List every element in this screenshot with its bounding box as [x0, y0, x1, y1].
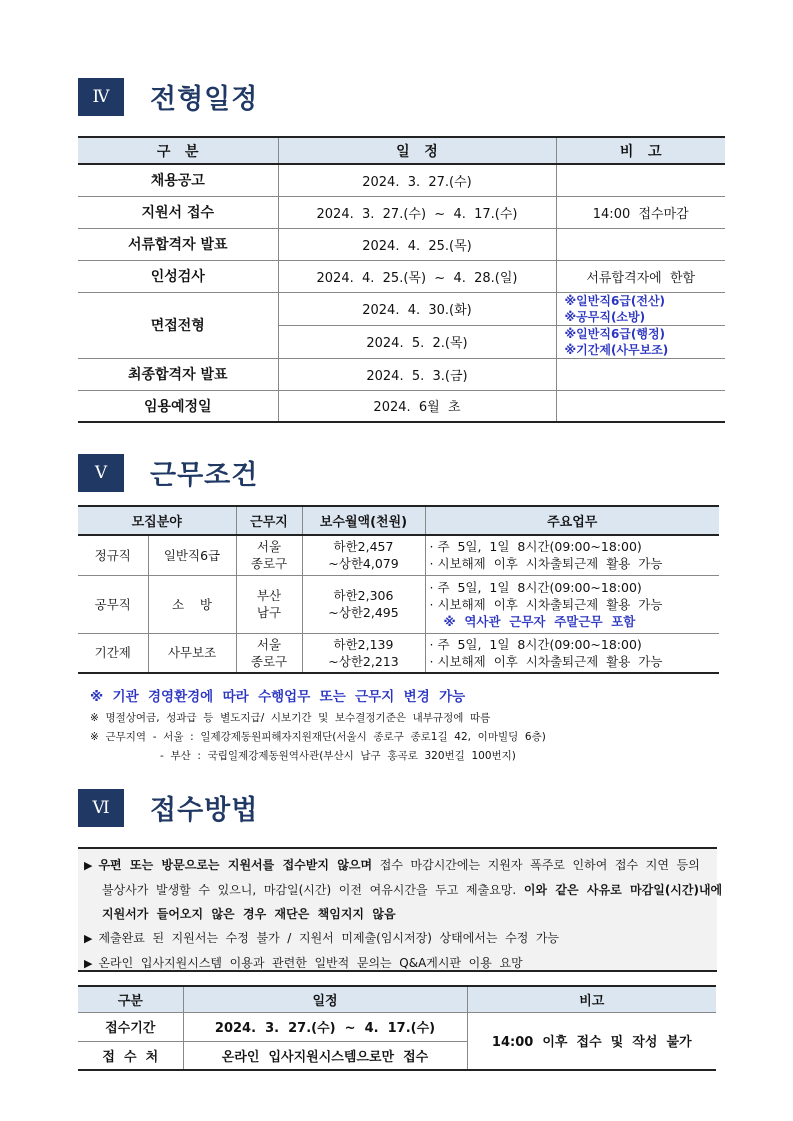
main-duties	[425, 575, 719, 633]
location-line: 종로구	[250, 653, 288, 669]
work-conditions-notes	[90, 685, 546, 766]
location-line: 서울	[256, 539, 282, 555]
arrow-icon: ▶	[84, 957, 93, 970]
stage-label: 서류합격자 발표	[78, 228, 278, 260]
stage-date: 2024. 6월 초	[278, 390, 556, 422]
notice-line	[84, 853, 711, 878]
stage-label: 면접전형	[78, 292, 278, 358]
duty-line: · 시보해제 이후 시차출퇴근제 활용 가능	[429, 653, 663, 669]
employment-type: 공무직	[78, 575, 148, 633]
duty-line: · 주 5일, 1일 8시간(09:00~18:00)	[429, 636, 642, 652]
schedule-table	[78, 136, 725, 423]
job-field: 일반직6급	[148, 535, 236, 575]
arrow-icon: ▶	[84, 859, 93, 872]
duty-line: · 시보해제 이후 시차출퇴근제 활용 가능	[429, 596, 663, 612]
application-notice-box	[78, 847, 723, 972]
stage-note	[556, 164, 725, 196]
stage-date: 2024. 3. 27.(수)	[278, 164, 556, 196]
notice-bold: 이와 같은 사유로 마감일(시간)내에	[523, 883, 723, 897]
stage-date: 2024. 5. 3.(금)	[278, 358, 556, 390]
stage-label: 최종합격자 발표	[78, 358, 278, 390]
column-header: 모집분야	[78, 506, 236, 535]
stage-note: 14:00 접수마감	[556, 196, 725, 228]
table-row	[78, 260, 725, 292]
employment-type: 기간제	[78, 633, 148, 673]
row-label: 접수기간	[78, 1012, 183, 1041]
pay-line: 하한2,457	[333, 539, 394, 555]
column-header: 비고	[467, 986, 716, 1012]
location-line: 부산	[256, 588, 282, 603]
table-row	[78, 358, 725, 390]
work-conditions-table	[78, 505, 719, 674]
pay-line: ~상한2,213	[328, 653, 399, 669]
section-number-badge: Ⅵ	[78, 789, 124, 827]
duty-line: ※ 역사관 근무자 주말근무 포함	[443, 613, 636, 629]
column-header: 일 정	[278, 137, 556, 164]
table-row	[78, 292, 725, 325]
monthly-pay	[302, 633, 425, 673]
note-line: ※ 명절상여금, 성과급 등 별도지급/ 시보기간 및 보수결정기준은 내부규정에 따름	[90, 712, 491, 724]
stage-label: 채용공고	[78, 164, 278, 196]
main-duties	[425, 633, 719, 673]
section-5-header	[78, 453, 258, 492]
notice-line	[84, 878, 723, 902]
stage-note	[556, 325, 725, 358]
table-row	[78, 164, 725, 196]
table-row	[78, 633, 719, 673]
notice-text: 불상사가 발생할 수 있으니, 마감일(시간) 이전 여유시간을 두고 제출요망.	[102, 883, 524, 897]
section-title: 전형일정	[150, 84, 259, 115]
table-row	[78, 1012, 716, 1041]
notice-text: 제출완료 된 지원서는 수정 불가 / 지원서 미제출(임시저장) 상태에서는 수정 가능	[98, 931, 560, 945]
application-method-table	[78, 985, 716, 1071]
job-field: 사무보조	[148, 633, 236, 673]
section-number-badge: Ⅳ	[78, 78, 124, 116]
column-header: 일정	[183, 986, 467, 1012]
employment-type: 정규직	[78, 535, 148, 575]
row-label: 접 수 처	[78, 1041, 183, 1070]
section-title: 근무조건	[150, 460, 259, 491]
stage-label: 지원서 접수	[78, 196, 278, 228]
note-line: ※공무직(소방)	[564, 309, 646, 324]
stage-label: 인성검사	[78, 260, 278, 292]
pay-line: ~상한4,079	[328, 556, 399, 572]
column-header: 구 분	[78, 137, 278, 164]
location-line: 서울	[256, 636, 282, 652]
notice-line	[84, 902, 711, 926]
column-header: 구분	[78, 986, 183, 1012]
note-line: ※일반직6급(전산)	[564, 293, 666, 308]
stage-date: 2024. 4. 25.(목)	[278, 228, 556, 260]
notice-line	[84, 951, 711, 976]
note-line: ※일반직6급(행정)	[564, 326, 666, 341]
table-header-row	[78, 506, 719, 535]
stage-date: 2024. 4. 30.(화)	[278, 292, 556, 325]
note-line: ※기간제(사무보조)	[564, 342, 669, 357]
notice-line	[84, 926, 711, 951]
table-header-row	[78, 137, 725, 164]
stage-note	[556, 292, 725, 325]
section-6-header	[78, 788, 258, 827]
work-location	[236, 535, 302, 575]
table-row	[78, 390, 725, 422]
column-header: 주요업무	[425, 506, 719, 535]
note-line: - 부산 : 국립일제강제동원역사관(부산시 남구 홍곡로 320번길 100번지)	[160, 750, 516, 762]
note-line: ※ 근무지역 - 서울 : 일제강제동원피해자지원재단(서울시 종로구 종로1길 42, 이마빌딩 6층)	[90, 731, 546, 743]
column-header: 비 고	[556, 137, 725, 164]
stage-note	[556, 390, 725, 422]
column-header: 보수월액(천원)	[302, 506, 425, 535]
section-title: 접수방법	[150, 795, 259, 826]
stage-note	[556, 228, 725, 260]
notice-bold: 지원서가 들어오지 않은 경우 재단은 책임지지 않음	[102, 907, 396, 921]
section-4-header	[78, 77, 258, 116]
job-field: 소 방	[148, 575, 236, 633]
main-duties	[425, 535, 719, 575]
work-location	[236, 633, 302, 673]
stage-note	[556, 358, 725, 390]
work-location	[236, 575, 302, 633]
notice-text: 온라인 입사지원시스템 이용과 관련한 일반적 문의는 Q&A게시판 이용 요망	[98, 956, 523, 970]
remark: 14:00 이후 접수 및 작성 불가	[467, 1012, 716, 1070]
monthly-pay	[302, 575, 425, 633]
table-header-row	[78, 986, 716, 1012]
stage-note: 서류합격자에 한함	[556, 260, 725, 292]
pay-line: 하한2,306	[333, 588, 394, 603]
notice-text: 접수 마감시간에는 지원자 폭주로 인하여 접수 지연 등의	[372, 858, 700, 872]
table-row	[78, 575, 719, 633]
row-value: 2024. 3. 27.(수) ~ 4. 17.(수)	[183, 1012, 467, 1041]
stage-label: 임용예정일	[78, 390, 278, 422]
note-main: ※ 기관 경영환경에 따라 수행업무 또는 근무지 변경 가능	[90, 689, 466, 705]
stage-date: 2024. 5. 2.(목)	[278, 325, 556, 358]
location-line: 종로구	[250, 556, 288, 572]
table-row	[78, 196, 725, 228]
stage-date: 2024. 4. 25.(목) ~ 4. 28.(일)	[278, 260, 556, 292]
duty-line: · 주 5일, 1일 8시간(09:00~18:00)	[429, 539, 642, 555]
section-number-badge: Ⅴ	[78, 454, 124, 492]
pay-line: ~상한2,495	[328, 605, 399, 620]
stage-date: 2024. 3. 27.(수) ~ 4. 17.(수)	[278, 196, 556, 228]
arrow-icon: ▶	[84, 932, 93, 945]
table-row	[78, 535, 719, 575]
pay-line: 하한2,139	[333, 636, 394, 652]
duty-line: · 주 5일, 1일 8시간(09:00~18:00)	[429, 579, 642, 595]
row-value: 온라인 입사지원시스템으로만 접수	[183, 1041, 467, 1070]
notice-bold: 우편 또는 방문으로는 지원서를 접수받지 않으며	[98, 858, 373, 872]
column-header: 근무지	[236, 506, 302, 535]
location-line: 남구	[256, 605, 282, 620]
duty-line: · 시보해제 이후 시차출퇴근제 활용 가능	[429, 556, 663, 572]
monthly-pay	[302, 535, 425, 575]
table-row	[78, 228, 725, 260]
